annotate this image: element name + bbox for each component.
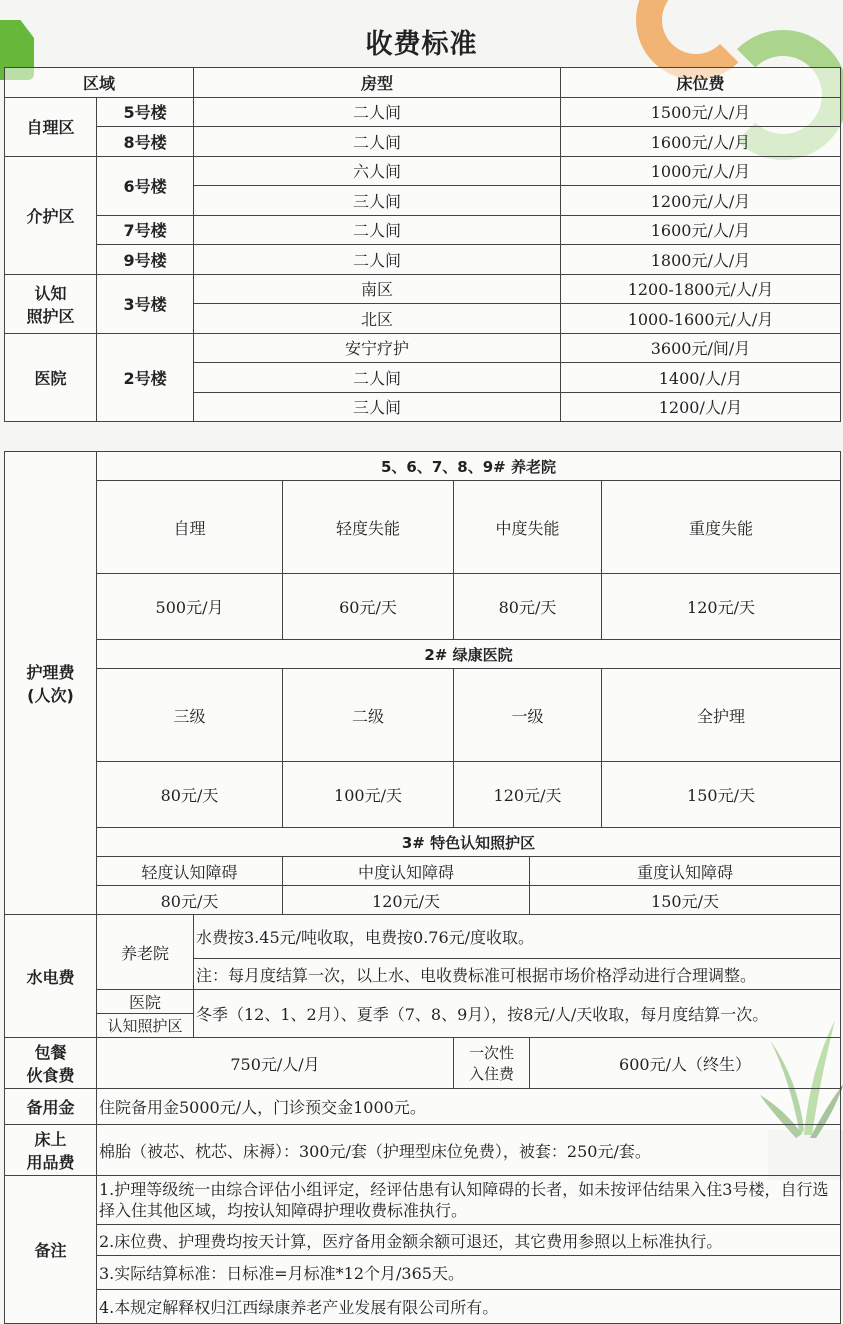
table-row [5,574,841,640]
price: 1200/人/月 [561,392,841,422]
room-type: 六人间 [194,156,561,186]
table-row [5,127,841,157]
header-area: 区域 [5,68,194,98]
section-title: 5、6、7、8、9# 养老院 [97,452,841,481]
care-level: 中度失能 [454,481,602,574]
building: 6号楼 [97,156,194,215]
care-level: 中度认知障碍 [283,857,530,886]
price: 1600元/人/月 [561,127,841,157]
table-row [5,1089,841,1125]
nursing-fee-label: 护理费 (人次) [5,452,97,915]
note-item: 3.实际结算标准：日标准=月标准*12个月/365天。 [97,1256,841,1290]
price: 1500元/人/月 [561,97,841,127]
table-row [5,1290,841,1324]
area-name: 医院 [5,333,97,422]
room-type: 二人间 [194,97,561,127]
utilities-label: 水电费 [5,915,97,1038]
ac-fee: 冬季（12、1、2月）、夏季（7、8、9月），按8元/人/天收取，每月度结算一次。 [194,990,841,1038]
care-price: 120元/天 [283,886,530,915]
room-fee-table [4,67,841,422]
price: 1000-1600元/人/月 [561,304,841,334]
header-room-type: 房型 [194,68,561,98]
price: 1000元/人/月 [561,156,841,186]
page-title: 收费标准 [365,29,478,60]
building: 9号楼 [97,245,194,275]
table-header-row [5,68,841,98]
utilities-rate: 水费按3.45元/吨收取，电费按0.76元/度收取。 [194,915,841,959]
care-level: 自理 [97,481,283,574]
table-row [5,481,841,574]
care-level: 轻度认知障碍 [97,857,283,886]
room-type: 三人间 [194,186,561,216]
table-row [5,452,841,481]
deposit-text: 住院备用金5000元/人，门诊预交金1000元。 [97,1089,841,1125]
price: 1200-1800元/人/月 [561,274,841,304]
building: 8号楼 [97,127,194,157]
notes-label: 备注 [5,1176,97,1324]
note-item: 4.本规定解释权归江西绿康养老产业发展有限公司所有。 [97,1290,841,1324]
care-price: 80元/天 [97,886,283,915]
care-price: 80元/天 [97,762,283,828]
care-price: 150元/天 [530,886,841,915]
section-title: 2# 绿康医院 [97,640,841,669]
table-row [5,1176,841,1225]
service-fee-table [4,451,841,1324]
deposit-label: 备用金 [5,1089,97,1125]
table-row [5,762,841,828]
price: 1200元/人/月 [561,186,841,216]
table-row [5,274,841,304]
utilities-note: 注：每月度结算一次，以上水、电收费标准可根据市场价格浮动进行合理调整。 [194,959,841,990]
care-price: 100元/天 [283,762,454,828]
table-row [5,215,841,245]
bedding-label: 床上 用品费 [5,1125,97,1176]
care-level: 二级 [283,669,454,762]
table-row [5,990,841,1014]
price: 1600元/人/月 [561,215,841,245]
table-row [5,1038,841,1089]
table-row [5,886,841,915]
entry-fee-price: 600元/人（终生） [530,1038,841,1089]
hospital-label: 医院 [97,990,194,1014]
price: 1800元/人/月 [561,245,841,275]
building: 5号楼 [97,97,194,127]
building: 3号楼 [97,274,194,333]
nursing-home-label: 养老院 [97,915,194,990]
table-row [5,245,841,275]
area-name: 介护区 [5,156,97,274]
bedding-text: 棉胎（被芯、枕芯、床褥）：300元/套（护理型床位免费），被套：250元/套。 [97,1125,841,1176]
table-row [5,333,841,363]
care-level: 全护理 [602,669,841,762]
table-row [5,1225,841,1256]
room-type: 二人间 [194,245,561,275]
note-item: 2.床位费、护理费均按天计算，医疗备用金额余额可退还，其它费用参照以上标准执行。 [97,1225,841,1256]
meals-label: 包餐 伙食费 [5,1038,97,1089]
header-bed-fee: 床位费 [561,68,841,98]
room-type: 二人间 [194,127,561,157]
room-type: 南区 [194,274,561,304]
care-price: 120元/天 [454,762,602,828]
area-name: 认知 照护区 [5,274,97,333]
table-row [5,857,841,886]
care-level: 三级 [97,669,283,762]
price: 1400/人/月 [561,363,841,393]
care-level: 重度认知障碍 [530,857,841,886]
room-type: 北区 [194,304,561,334]
table-row [5,97,841,127]
care-price: 60元/天 [283,574,454,640]
table-row [5,640,841,669]
table-row [5,1125,841,1176]
care-price: 150元/天 [602,762,841,828]
table-row [5,156,841,186]
note-item: 1.护理等级统一由综合评估小组评定，经评估患有认知障碍的长者，如未按评估结果入住3号楼，自行选择入住其他区域，均按认知障碍护理收费标准执行。 [97,1176,841,1225]
care-price: 120元/天 [602,574,841,640]
meals-price: 750元/人/月 [97,1038,454,1089]
room-type: 三人间 [194,392,561,422]
room-type: 二人间 [194,215,561,245]
care-price: 80元/天 [454,574,602,640]
cognitive-label: 认知照护区 [97,1014,194,1038]
care-price: 500元/月 [97,574,283,640]
price: 3600元/间/月 [561,333,841,363]
care-level: 重度失能 [602,481,841,574]
entry-fee-label: 一次性 入住费 [454,1038,530,1089]
section-title: 3# 特色认知照护区 [97,828,841,857]
area-name: 自理区 [5,97,97,156]
table-row [5,828,841,857]
room-type: 二人间 [194,363,561,393]
care-level: 一级 [454,669,602,762]
table-row [5,1256,841,1290]
table-row [5,669,841,762]
care-level: 轻度失能 [283,481,454,574]
table-row [5,915,841,959]
building: 7号楼 [97,215,194,245]
room-type: 安宁疗护 [194,333,561,363]
building: 2号楼 [97,333,194,422]
